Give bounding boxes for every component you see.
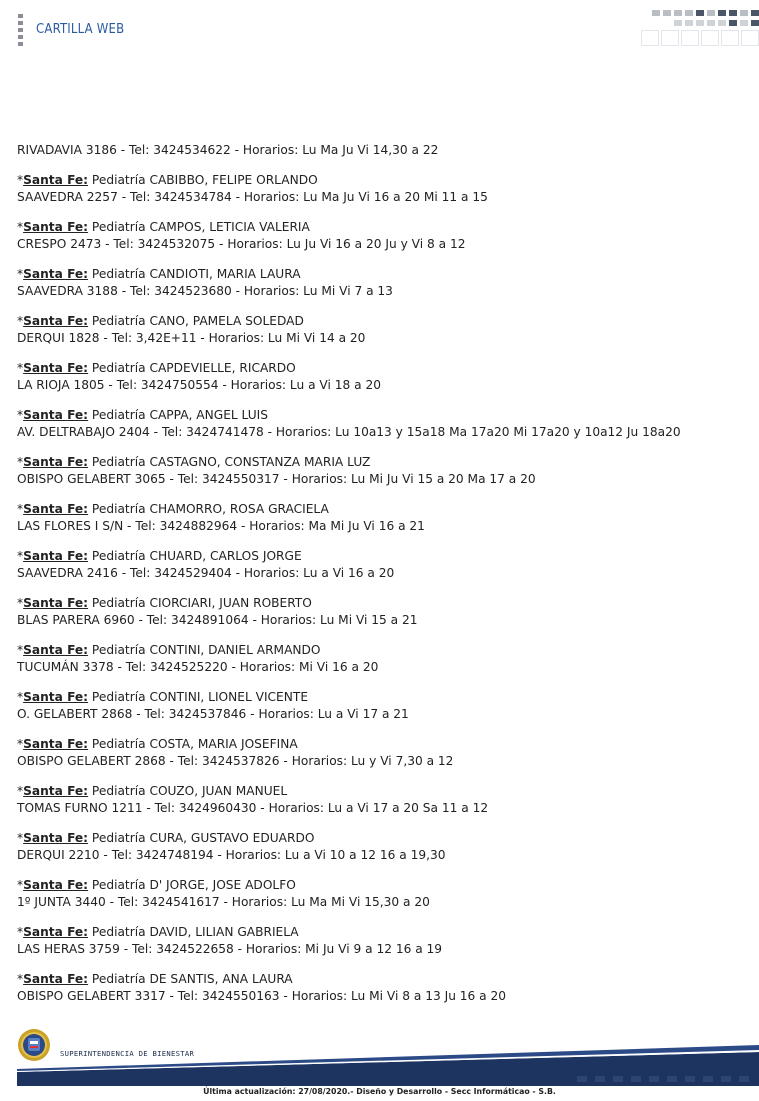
list-item: [17, 454, 747, 488]
entry-heading: [17, 924, 747, 941]
entry-title: Pediatría CABIBBO, FELIPE ORLANDO: [88, 173, 318, 187]
entry-city: Santa Fe:: [23, 643, 89, 657]
entry-city: Santa Fe:: [23, 831, 89, 845]
entry-city: Santa Fe:: [23, 972, 89, 986]
entry-title: Pediatría CAPDEVIELLE, RICARDO: [88, 361, 296, 375]
entry-city: Santa Fe:: [23, 784, 89, 798]
entry-title: Pediatría DAVID, LILIAN GABRIELA: [88, 925, 299, 939]
entry-city: Santa Fe:: [23, 314, 89, 328]
entry-heading: [17, 266, 747, 283]
list-item: [17, 971, 747, 1005]
entry-city: Santa Fe:: [23, 267, 89, 281]
entry-heading: [17, 830, 747, 847]
entry-city: Santa Fe:: [23, 455, 89, 469]
entry-bullet: *: [17, 502, 24, 516]
entry-detail: TOMAS FURNO 1211 - Tel: 3424960430 - Horarios: Lu a Vi 17 a 20 Sa 11 a 12: [17, 801, 489, 815]
list-item: [17, 501, 747, 535]
entry-bullet: *: [17, 549, 24, 563]
entry-detail: SAAVEDRA 2416 - Tel: 3424529404 - Horarios: Lu a Vi 16 a 20: [17, 566, 395, 580]
entry-bullet: *: [17, 455, 24, 469]
entry-title: Pediatría CANDIOTI, MARIA LAURA: [88, 267, 301, 281]
entry-detail: DERQUI 2210 - Tel: 3424748194 - Horarios: Lu a Vi 10 a 12 16 a 19,30: [17, 848, 446, 862]
entry-detail: AV. DELTRABAJO 2404 - Tel: 3424741478 - Horarios: Lu 10a13 y 15a18 Ma 17a20 Mi 17a20 y 10a12 Ju 18a20: [17, 425, 681, 439]
entry-title: Pediatría COSTA, MARIA JOSEFINA: [88, 737, 298, 751]
entry-city: Santa Fe:: [23, 596, 89, 610]
list-item: [17, 595, 747, 629]
entry-detail: OBISPO GELABERT 3317 - Tel: 3424550163 - Horarios: Lu Mi Vi 8 a 13 Ju 16 a 20: [17, 989, 507, 1003]
entry-bullet: *: [17, 878, 24, 892]
entry-detail: SAAVEDRA 2257 - Tel: 3424534784 - Horarios: Lu Ma Ju Vi 16 a 20 Mi 11 a 15: [17, 190, 488, 204]
entry-city: Santa Fe:: [23, 925, 89, 939]
list-item: [17, 642, 747, 676]
organization-name: SUPERINTENDENCIA DE BIENESTAR: [60, 1049, 195, 1058]
entry-bullet: *: [17, 925, 24, 939]
entry-heading: [17, 407, 747, 424]
list-item: [17, 783, 747, 817]
page-header: [0, 0, 759, 60]
list-item: [17, 266, 747, 300]
entry-heading: [17, 548, 747, 565]
entry-detail: OBISPO GELABERT 2868 - Tel: 3424537826 - Horarios: Lu y Vi 7,30 a 12: [17, 754, 454, 768]
entry-heading: [17, 501, 747, 518]
list-item: [17, 736, 747, 770]
entry-bullet: *: [17, 737, 24, 751]
entry-detail: TUCUMÁN 3378 - Tel: 3424525220 - Horarios: Mi Vi 16 a 20: [17, 660, 379, 674]
continued-entry-detail: RIVADAVIA 3186 - Tel: 3424534622 - Horarios: Lu Ma Ju Vi 14,30 a 22: [17, 143, 439, 157]
entry-heading: [17, 971, 747, 988]
last-update-note: Última actualización: 27/08/2020.- Diseño y Desarrollo - Secc Informáticao - S.B.: [203, 1087, 556, 1096]
entry-heading: [17, 595, 747, 612]
entry-detail: O. GELABERT 2868 - Tel: 3424537846 - Horarios: Lu a Vi 17 a 21: [17, 707, 409, 721]
entry-city: Santa Fe:: [23, 878, 89, 892]
list-item: [17, 548, 747, 582]
entry-detail: 1º JUNTA 3440 - Tel: 3424541617 - Horarios: Lu Ma Mi Vi 15,30 a 20: [17, 895, 430, 909]
list-item: [17, 172, 747, 206]
list-item: [17, 407, 747, 441]
page-footer: [17, 1028, 759, 1088]
entry-city: Santa Fe:: [23, 408, 89, 422]
entry-bullet: *: [17, 643, 24, 657]
entry-detail: LA RIOJA 1805 - Tel: 3424750554 - Horarios: Lu a Vi 18 a 20: [17, 378, 381, 392]
list-item: [17, 219, 747, 253]
entry-title: Pediatría CONTINI, LIONEL VICENTE: [88, 690, 309, 704]
entry-bullet: *: [17, 831, 24, 845]
entry-heading: [17, 689, 747, 706]
entry-title: Pediatría COUZO, JUAN MANUEL: [88, 784, 288, 798]
seal-icon: [17, 1028, 51, 1062]
entry-title: Pediatría CASTAGNO, CONSTANZA MARIA LUZ: [88, 455, 371, 469]
list-item: [17, 313, 747, 347]
entry-city: Santa Fe:: [23, 173, 89, 187]
entry-bullet: *: [17, 267, 24, 281]
entry-heading: [17, 219, 747, 236]
entry-bullet: *: [17, 408, 24, 422]
entry-heading: [17, 313, 747, 330]
entry-bullet: *: [17, 314, 24, 328]
entry-title: Pediatría CIORCIARI, JUAN ROBERTO: [88, 596, 312, 610]
entry-title: Pediatría CAMPOS, LETICIA VALERIA: [88, 220, 310, 234]
entry-bullet: *: [17, 596, 24, 610]
entry-detail: SAAVEDRA 3188 - Tel: 3424523680 - Horarios: Lu Mi Vi 7 a 13: [17, 284, 393, 298]
entry-bullet: *: [17, 361, 24, 375]
entry-detail: BLAS PARERA 6960 - Tel: 3424891064 - Horarios: Lu Mi Vi 15 a 21: [17, 613, 418, 627]
list-item: [17, 830, 747, 864]
entry-title: Pediatría D' JORGE, JOSE ADOLFO: [88, 878, 296, 892]
entry-title: Pediatría CHUARD, CARLOS JORGE: [88, 549, 302, 563]
entry-title: Pediatría CANO, PAMELA SOLEDAD: [88, 314, 304, 328]
entry-heading: [17, 877, 747, 894]
page-title: CARTILLA WEB: [36, 22, 125, 37]
entry-detail: LAS FLORES I S/N - Tel: 3424882964 - Horarios: Ma Mi Ju Vi 16 a 21: [17, 519, 425, 533]
entry-heading: [17, 454, 747, 471]
entry-heading: [17, 783, 747, 800]
provider-list: [17, 142, 747, 1018]
entry-city: Santa Fe:: [23, 737, 89, 751]
entry-bullet: *: [17, 690, 24, 704]
entry-city: Santa Fe:: [23, 502, 89, 516]
entry-title: Pediatría CURA, GUSTAVO EDUARDO: [88, 831, 315, 845]
entry-detail: OBISPO GELABERT 3065 - Tel: 3424550317 - Horarios: Lu Mi Ju Vi 15 a 20 Ma 17 a 20: [17, 472, 536, 486]
entry-heading: [17, 736, 747, 753]
entry-city: Santa Fe:: [23, 220, 89, 234]
entry-heading: [17, 360, 747, 377]
entry-title: Pediatría CAPPA, ANGEL LUIS: [88, 408, 268, 422]
entry-title: Pediatría CONTINI, DANIEL ARMANDO: [88, 643, 321, 657]
entry-title: Pediatría CHAMORRO, ROSA GRACIELA: [88, 502, 329, 516]
entry-detail: DERQUI 1828 - Tel: 3,42E+11 - Horarios: Lu Mi Vi 14 a 20: [17, 331, 366, 345]
entry-heading: [17, 172, 747, 189]
entry-bullet: *: [17, 220, 24, 234]
entry-bullet: *: [17, 972, 24, 986]
entry-detail: CRESPO 2473 - Tel: 3424532075 - Horarios: Lu Ju Vi 16 a 20 Ju y Vi 8 a 12: [17, 237, 466, 251]
header-bar-icon: [18, 14, 23, 46]
list-item: [17, 924, 747, 958]
entry-heading: [17, 642, 747, 659]
list-item: [17, 689, 747, 723]
entry-detail: LAS HERAS 3759 - Tel: 3424522658 - Horarios: Mi Ju Vi 9 a 12 16 a 19: [17, 942, 443, 956]
list-item: [17, 877, 747, 911]
entry-city: Santa Fe:: [23, 690, 89, 704]
footer-banner: [17, 1028, 759, 1088]
entry-bullet: *: [17, 173, 24, 187]
entry-city: Santa Fe:: [23, 361, 89, 375]
entry-bullet: *: [17, 784, 24, 798]
entry-city: Santa Fe:: [23, 549, 89, 563]
list-item: [17, 360, 747, 394]
entry-title: Pediatría DE SANTIS, ANA LAURA: [88, 972, 293, 986]
header-decoration: [634, 10, 759, 50]
